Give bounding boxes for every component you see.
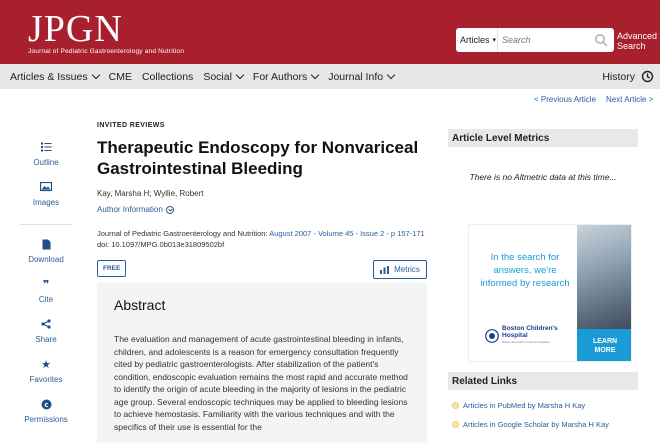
article-metrics-section [448, 129, 638, 147]
chevron-down-icon [91, 71, 99, 79]
history-icon [641, 70, 654, 83]
altmetric-message: There is no Altmetric data at this time... [469, 172, 617, 182]
share-icon [41, 317, 51, 331]
chevron-down-icon [387, 71, 395, 79]
ad-logo-tagline: Where the world comes for answers [502, 340, 550, 344]
nav-label: CME [108, 70, 132, 83]
abstract-panel [97, 283, 427, 443]
advanced-search-line1: Advanced [617, 31, 658, 41]
article-citation [97, 228, 429, 250]
nav-collections[interactable] [137, 71, 198, 83]
author-information-toggle[interactable] [97, 205, 429, 214]
nav-articles-issues[interactable] [0, 71, 104, 83]
related-link-label: Articles in Google Scholar by Marsha H Kay [463, 420, 609, 429]
related-link-pubmed[interactable] [452, 401, 585, 410]
article-header [97, 122, 429, 281]
nav-label: Social [203, 70, 232, 83]
metrics-button[interactable] [373, 260, 427, 279]
bar-chart-icon [380, 266, 389, 274]
sidebar-item-label: Images [32, 198, 60, 207]
sidebar-item-cite[interactable] [20, 277, 72, 317]
quote-icon: ❞ [42, 278, 50, 291]
nav-journal-info[interactable] [323, 71, 399, 83]
metrics-label: Metrics [394, 265, 420, 274]
sidebar-divider [20, 224, 72, 225]
site-header [0, 0, 660, 64]
sidebar-item-label: Outline [33, 158, 59, 167]
sidebar-item-download[interactable] [20, 237, 72, 277]
issue-link[interactable]: August 2007 - Volume 45 - Issue 2 - p 157-171 [269, 229, 425, 238]
history-label: History [602, 70, 635, 83]
history-button[interactable] [602, 64, 654, 89]
article-section-label: INVITED REVIEWS [97, 122, 165, 129]
nav-label: Journal Info [328, 70, 384, 83]
search-scope-label: Articles [460, 35, 490, 45]
ad-logo-name: Boston Children's [502, 325, 558, 332]
sidebar-item-label: Download [28, 255, 64, 264]
hospital-logo-icon [485, 329, 499, 343]
nav-social[interactable] [198, 71, 248, 83]
bullet-icon [452, 421, 459, 428]
ad-photo [577, 225, 632, 329]
sidebar-item-label: Share [35, 335, 57, 344]
abstract-heading: Abstract [114, 297, 166, 313]
ad-learn-more-button[interactable] [577, 329, 632, 362]
nav-label: Collections [141, 70, 194, 83]
search-input[interactable] [502, 35, 590, 45]
ad-cta-line1: LEARN [592, 338, 618, 345]
related-link-label: Articles in PubMed by Marsha H Kay [463, 401, 586, 410]
journal-name: Journal of Pediatric Gastroenterology and Nutrition: [97, 229, 268, 238]
chevron-down-icon [236, 71, 244, 79]
article-doi: doi: 10.1097/MPG.0b013e31809502bf [97, 240, 225, 249]
list-icon [41, 140, 52, 154]
nav-cme[interactable] [104, 71, 137, 83]
search-scope-select[interactable] [456, 28, 498, 52]
caret-down-icon: ▾ [492, 37, 497, 44]
advertisement-banner[interactable] [468, 224, 632, 362]
svg-text:c: c [43, 400, 49, 409]
related-link-google-scholar[interactable] [452, 420, 609, 429]
sidebar-item-permissions[interactable] [20, 397, 72, 437]
search-icon[interactable] [594, 33, 608, 47]
ad-logo-name-line2: Hospital [502, 332, 528, 339]
sidebar-item-outline[interactable] [20, 140, 72, 180]
star-icon: ★ [41, 358, 51, 371]
sidebar-item-label: Permissions [24, 415, 68, 424]
badge-row [97, 259, 429, 281]
advanced-search-link[interactable] [617, 31, 657, 51]
related-links-heading: Related Links [448, 372, 638, 390]
sidebar-item-label: Favorites [29, 375, 63, 384]
article-metrics-heading: Article Level Metrics [448, 129, 638, 147]
sidebar-item-share[interactable] [20, 317, 72, 357]
chevron-circle-down-icon [166, 206, 174, 214]
sidebar-item-images[interactable] [20, 180, 72, 220]
nav-label: Articles & Issues [10, 70, 88, 83]
logo-subtitle: Journal of Pediatric Gastroenterology and Nutrition [28, 48, 185, 55]
free-badge: FREE [97, 260, 126, 277]
advanced-search-line2: Search [617, 41, 646, 51]
article-tools-sidebar [20, 140, 72, 437]
related-links-section [448, 372, 638, 390]
main-nav [0, 64, 660, 89]
sidebar-item-label: Cite [38, 295, 54, 304]
author-information-label: Author Information [97, 205, 163, 214]
copyright-icon [41, 397, 52, 411]
ad-cta-line2: MORE [594, 347, 616, 354]
previous-article-link[interactable]: < Previous Article [534, 95, 597, 104]
nav-for-authors[interactable] [248, 71, 323, 83]
logo-wordmark: JPGN [28, 8, 123, 50]
abstract-text: The evaluation and management of acute gastrointestinal bleeding in infants, children, and adolescents is a reason for emergency consultation frequently cited by pediatric gastroenterologists. After stabilization of the patient's condition, endoscopic evaluation remains the most rapid and accurate method to identify the origin of acute bleeding in the majority of lesions in the pediatric age group. Several endoscopic techniques may be applied to bleeding lesions to achieve hemostasis. Familiarity with the various techniques and with the specifics of their use is essential for the [114, 334, 408, 432]
next-article-link[interactable]: Next Article > [606, 95, 654, 104]
ad-headline: In the search for answers, we're informed by research [480, 252, 570, 289]
chevron-down-icon [311, 71, 319, 79]
journal-logo[interactable] [28, 8, 185, 55]
bullet-icon [452, 402, 459, 409]
download-icon [42, 237, 51, 251]
article-title: Therapeutic Endoscopy for Nonvariceal Gastrointestinal Bleeding [97, 138, 419, 178]
ad-logo [485, 325, 558, 346]
sidebar-item-favorites[interactable] [20, 357, 72, 397]
images-icon [40, 180, 52, 194]
search-box [456, 28, 614, 52]
nav-label: For Authors [252, 70, 308, 83]
article-authors[interactable]: Kay, Marsha H; Wyllie, Robert [97, 189, 204, 198]
